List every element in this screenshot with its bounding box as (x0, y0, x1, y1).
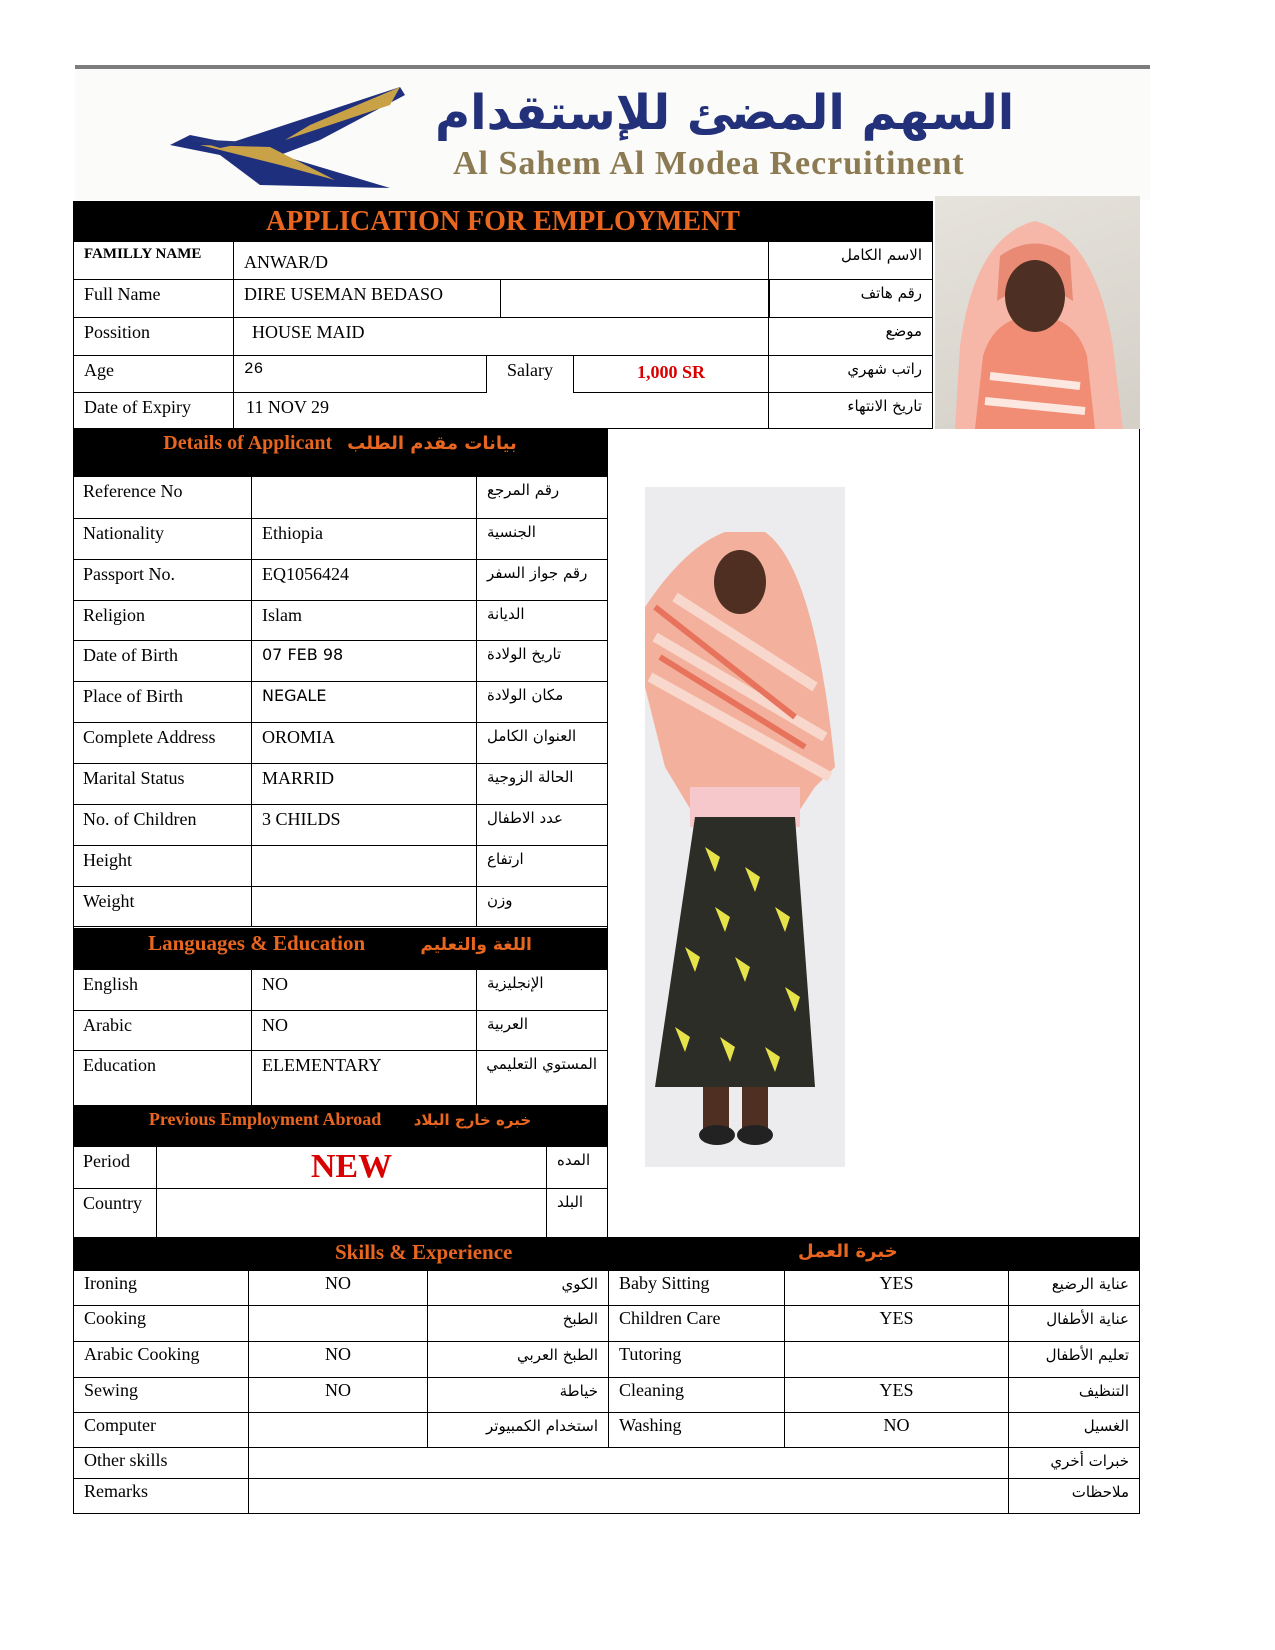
skill-value: NO (249, 1378, 428, 1413)
skill-value (249, 1306, 428, 1342)
portrait-photo (935, 196, 1140, 429)
position-label: Possition (74, 318, 234, 356)
details-row-value: 07 FEB 98 (252, 641, 477, 682)
details-row-value: EQ1056424 (252, 560, 477, 601)
full-body-photo (645, 487, 845, 1167)
details-title-ar: بيانات مقدم الطلب (347, 433, 517, 454)
family-name-label-ar: الاسم الكامل (769, 242, 932, 280)
skill-label-ar: الغسيل (1009, 1413, 1139, 1448)
skill-value (785, 1342, 1009, 1378)
header-rule (75, 65, 1150, 69)
agency-name-ar: السهم المضئ للإستقدام (435, 85, 1015, 141)
details-row-label: Religion (73, 601, 252, 641)
details-row-label-ar: رقم المرجع (477, 477, 607, 519)
age-value: 26 (234, 356, 487, 393)
skill-label: Sewing (74, 1378, 249, 1413)
language-row-label-ar: العربية (477, 1011, 607, 1051)
position-label-ar: موضع (769, 318, 932, 356)
top-info-table (73, 201, 933, 429)
remarks-value (249, 1479, 1009, 1514)
other-skills-value (249, 1448, 1009, 1479)
details-row-label-ar: وزن (477, 887, 607, 927)
details-row-value: Islam (252, 601, 477, 641)
details-row-label-ar: الحالة الزوجية (477, 764, 607, 805)
details-row-label: Place of Birth (73, 682, 252, 723)
period-label-ar: المده (547, 1147, 607, 1189)
languages-title-ar: اللغة والتعليم (420, 935, 532, 955)
age-label: Age (74, 356, 234, 393)
details-row-label: Weight (73, 887, 252, 927)
language-row-value: ELEMENTARY (252, 1051, 477, 1106)
skill-label: Cooking (74, 1306, 249, 1342)
skill-value: NO (249, 1271, 428, 1306)
full-body-figure (645, 487, 845, 1167)
skill-value: YES (785, 1271, 1009, 1306)
skills-title-en: Skills & Experience (335, 1240, 513, 1264)
details-row-value: OROMIA (252, 723, 477, 764)
language-row-value: NO (252, 1011, 477, 1051)
family-name-label: FAMILLY NAME (74, 242, 234, 280)
languages-title-bar (73, 928, 607, 970)
period-label: Period (73, 1147, 157, 1189)
skill-label-ar: خياطة (428, 1378, 609, 1413)
details-table (73, 477, 607, 927)
skills-title-ar: خبرة العمل (798, 1241, 898, 1262)
previous-title-bar (73, 1106, 607, 1147)
skill-value (249, 1413, 428, 1448)
position-value: HOUSE MAID (234, 318, 769, 356)
salary-value: 1,000 SR (574, 356, 769, 393)
details-row-label-ar: تاريخ الولادة (477, 641, 607, 682)
details-row-value: NEGALE (252, 682, 477, 723)
details-row-value: MARRID (252, 764, 477, 805)
agency-name-en: Al Sahem Al Modea Recruitinent (453, 145, 965, 182)
agency-header (75, 65, 1150, 200)
remarks-label: Remarks (74, 1479, 249, 1514)
expiry-value: 11 NOV 29 (234, 393, 769, 429)
languages-title-en: Languages & Education (148, 931, 366, 955)
skill-label: Children Care (609, 1306, 785, 1342)
skill-label-ar: الطبخ (428, 1306, 609, 1342)
skill-label: Computer (74, 1413, 249, 1448)
remarks-label-ar: ملاحظات (1071, 1483, 1129, 1501)
details-row-value: Ethiopia (252, 519, 477, 560)
skill-label: Tutoring (609, 1342, 785, 1378)
details-row-label: Nationality (73, 519, 252, 560)
skill-label-ar: تعليم الأطفال (1009, 1342, 1139, 1378)
form-title: APPLICATION FOR EMPLOYMENT (74, 202, 932, 242)
language-row-label: Arabic (73, 1011, 252, 1051)
previous-table (73, 1147, 607, 1237)
skills-table (73, 1271, 1140, 1514)
country-label: Country (73, 1189, 157, 1237)
skill-label: Washing (609, 1413, 785, 1448)
language-row-value: NO (252, 970, 477, 1011)
details-row-value (252, 477, 477, 519)
details-row-label-ar: مكان الولادة (477, 682, 607, 723)
skill-label: Baby Sitting (609, 1271, 785, 1306)
skill-label-ar: استخدام الكمبيوتر (428, 1413, 609, 1448)
details-row-label: Height (73, 846, 252, 887)
full-name-value: DIRE USEMAN BEDASO (234, 280, 501, 318)
expiry-label: Date of Expiry (74, 393, 234, 429)
skill-label-ar: الطبخ العربي (428, 1342, 609, 1378)
skill-value: NO (249, 1342, 428, 1378)
country-value (157, 1189, 547, 1237)
family-name-value: ANWAR/D (234, 242, 769, 280)
country-label-ar: البلد (557, 1193, 584, 1211)
agency-logo (160, 85, 420, 190)
skill-value: YES (785, 1378, 1009, 1413)
skill-label-ar: عناية الرضيع (1009, 1271, 1139, 1306)
skill-label: Arabic Cooking (74, 1342, 249, 1378)
details-row-label: Complete Address (73, 723, 252, 764)
language-row-label: English (73, 970, 252, 1011)
details-title-en: Details of Applicant (163, 432, 333, 454)
skill-label-ar: التنظيف (1009, 1378, 1139, 1413)
salary-label-ar: راتب شهري (769, 356, 932, 393)
details-row-label-ar: العنوان الكامل (477, 723, 607, 764)
details-row-label: Marital Status (73, 764, 252, 805)
salary-label: Salary (487, 356, 574, 393)
details-title-bar (73, 429, 607, 477)
skills-title-bar (73, 1237, 1140, 1271)
other-skills-label-ar: خبرات أخري (1009, 1448, 1139, 1479)
details-row-label-ar: رقم جواز السفر (477, 560, 607, 601)
phone-value (501, 280, 769, 318)
previous-title-en: Previous Employment Abroad (148, 1109, 382, 1129)
previous-title-ar: خبره خارج البلاد (413, 1111, 532, 1129)
expiry-label-ar: تاريخ الانتهاء (847, 397, 922, 415)
skill-value: NO (785, 1413, 1009, 1448)
details-row-value (252, 887, 477, 927)
phone-label-ar: رقم هاتف (769, 280, 932, 318)
details-row-label-ar: الجنسية (477, 519, 607, 560)
skill-label: Cleaning (609, 1378, 785, 1413)
portrait-figure (935, 196, 1140, 429)
details-row-label-ar: ارتفاع (477, 846, 607, 887)
language-row-label: Education (73, 1051, 252, 1106)
details-row-label: Date of Birth (73, 641, 252, 682)
details-row-label-ar: عدد الاطفال (477, 805, 607, 846)
details-row-value: 3 CHILDS (252, 805, 477, 846)
column-divider (607, 429, 608, 1237)
details-row-label: Reference No (73, 477, 252, 519)
other-skills-label: Other skills (74, 1448, 249, 1479)
details-row-label: No. of Children (73, 805, 252, 846)
skill-label-ar: الكوي (428, 1271, 609, 1306)
skill-label-ar: عناية الأطفال (1009, 1306, 1139, 1342)
details-row-label: Passport No. (73, 560, 252, 601)
full-name-label: Full Name (74, 280, 234, 318)
details-row-value (252, 846, 477, 887)
language-row-label-ar: المستوي التعليمي (477, 1051, 607, 1106)
period-value: NEW (157, 1147, 547, 1189)
skill-label: Ironing (74, 1271, 249, 1306)
skill-value: YES (785, 1306, 1009, 1342)
details-row-label-ar: الديانة (477, 601, 607, 641)
language-row-label-ar: الإنجليزية (477, 970, 607, 1011)
